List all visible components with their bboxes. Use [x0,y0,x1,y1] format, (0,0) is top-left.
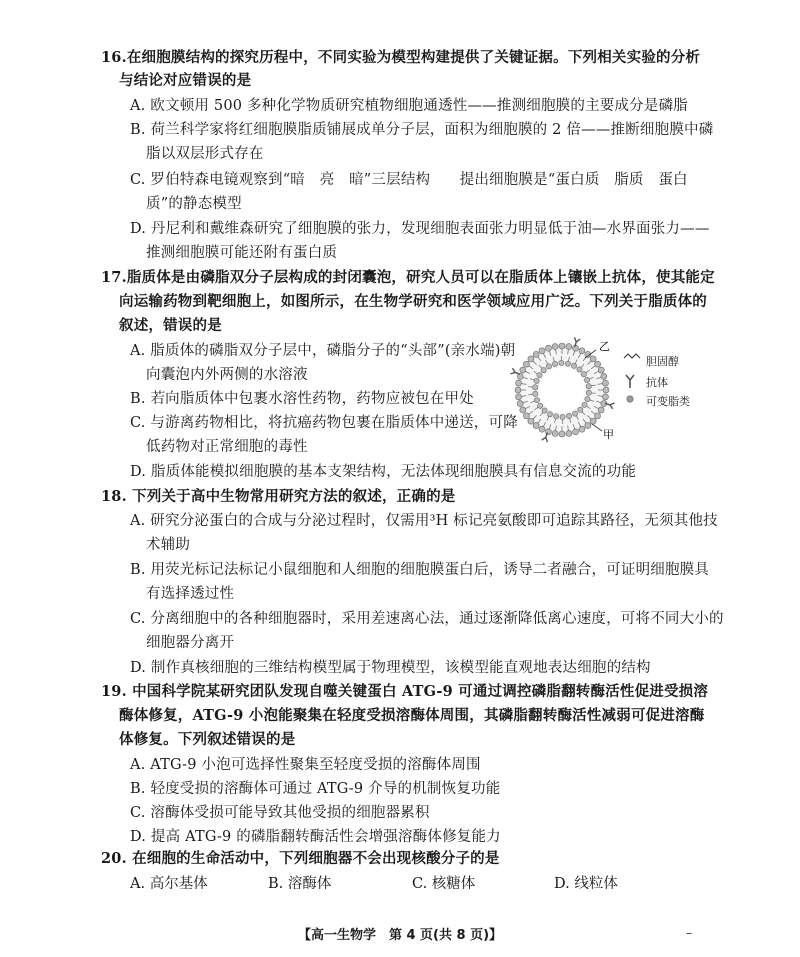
label-jia: 甲 [603,428,614,441]
q17-stem-line3: 叙述，错误的是 [119,317,222,334]
footer-mark: – [686,926,692,940]
q18-option-b-cont: 有选择透过性 [146,586,235,602]
q16-option-c: C. 罗伯特森电镜观察到“暗 亮 暗”三层结构 提出细胞膜是“蛋白质 脂质 蛋白 [130,172,688,188]
q18-option-c: C. 分离细胞中的各种细胞器时，采用差速离心法，通过逐渐降低离心速度，可将不同大小的 [130,611,724,627]
q20-option-c: C. 核糖体 [412,876,476,892]
q16-option-a: A. 欧文顿用 500 多种化学物质研究植物细胞通透性——推测细胞膜的主要成分是磷脂 [130,98,688,114]
q18-option-a-cont: 术辅助 [146,537,191,553]
q18-option-d: D. 制作真核细胞的三维结构模型属于物理模型，该模型能直观地表达细胞的结构 [130,660,651,676]
q16-option-b: B. 荷兰科学家将红细胞膜脂质铺展成单分子层，面积为细胞膜的 2 倍——推断细胞膜中磷 [130,122,714,138]
legend-antibody: 抗体 [646,376,668,389]
q20-option-a: A. 高尔基体 [130,876,208,892]
label-leader-jia [592,424,602,431]
q17-option-c: C. 与游离药物相比，将抗癌药物包裹在脂质体中递送，可降 [130,415,518,431]
q19-option-c: C. 溶酶体受损可能导致其他受损的细胞器累积 [130,805,430,821]
page-footer: 【高一生物学 第 4 页(共 8 页)】 [297,928,503,943]
q18-option-a: A. 研究分泌蛋白的合成与分泌过程时，仅需用³H 标记亮氨酸即可追踪其路径，无须其他技 [130,513,718,529]
q17-option-b: B. 若向脂质体中包裹水溶性药物，药物应被包在甲处 [130,391,474,407]
q17-option-d: D. 脂质体能模拟细胞膜的基本支架结构，无法体现细胞膜具有信息交流的功能 [130,464,637,480]
variable-lipid-icon [627,396,633,402]
q19-option-a: A. ATG-9 小泡可选择性聚集至轻度受损的溶酶体周围 [130,757,481,773]
q20-options [130,872,650,892]
label-yi: 乙 [599,340,610,353]
cholesterol-icon [624,354,640,358]
q16-option-c-cont: 质”的静态模型 [146,196,242,212]
q16-option-d-cont: 推测细胞膜可能还附有蛋白质 [146,245,338,261]
q20-option-d: D. 线粒体 [554,876,618,892]
liposome-figure [510,336,700,448]
q19-option-d: D. 提高 ATG-9 的磷脂翻转酶活性会增强溶酶体修复能力 [130,829,501,845]
q18-option-c-cont: 细胞器分离开 [146,635,235,651]
legend-variable-lipid: 可变脂类 [646,395,690,408]
q16-option-d: D. 丹尼利和戴维森研究了细胞膜的张力，发现细胞表面张力明显低于油—水界面张力—— [130,221,710,237]
legend-cholesterol: 胆固醇 [646,355,679,368]
q19-stem-line1: 19. 中国科学院某研究团队发现自噬关键蛋白 ATG-9 可通过调控磷脂翻转酶活性促进受损溶 [101,683,709,700]
q17-option-c-cont: 低药物对正常细胞的毒性 [146,439,308,455]
q18-option-b: B. 用荧光标记法标记小鼠细胞和人细胞的细胞膜蛋白后，诱导二者融合，可证明细胞膜具 [130,562,710,578]
q16-stem-line2: 与结论对应错误的是 [119,72,252,89]
q16-stem-line1: 16.在细胞膜结构的探究历程中，不同实验为模型构建提供了关键证据。下列相关实验的分析 [101,49,701,66]
antibody-icon [626,375,634,388]
q19-stem-line2: 酶体修复，ATG-9 小泡能聚集在轻度受损溶酶体周围，其磷脂翻转酶活性减弱可促进溶酶 [119,707,705,724]
q19-option-b: B. 轻度受损的溶酶体可通过 ATG-9 介导的机制恢复功能 [130,781,501,797]
q16-option-b-cont: 脂以双层形式存在 [146,146,264,162]
q17-stem-line1: 17.脂质体是由磷脂双分子层构成的封闭囊泡，研究人员可以在脂质体上镶嵌上抗体，使其能定 [101,269,715,286]
q20-option-b: B. 溶酶体 [268,876,332,892]
q17-option-a-cont: 向囊泡内外两侧的水溶液 [146,367,308,383]
q18-stem: 18. 下列关于高中生物常用研究方法的叙述，正确的是 [101,488,456,505]
q17-stem-line2: 向运输药物到靶细胞上，如图所示，在生物学研究和医学领域应用广泛。下列关于脂质体的 [119,293,707,310]
q20-stem: 20. 在细胞的生命活动中，下列细胞器不会出现核酸分子的是 [101,850,500,867]
q19-stem-line3: 体修复。下列叙述错误的是 [119,731,296,748]
q17-option-a: A. 脂质体的磷脂双分子层中，磷脂分子的“头部”(亲水端)朝 [130,343,516,359]
